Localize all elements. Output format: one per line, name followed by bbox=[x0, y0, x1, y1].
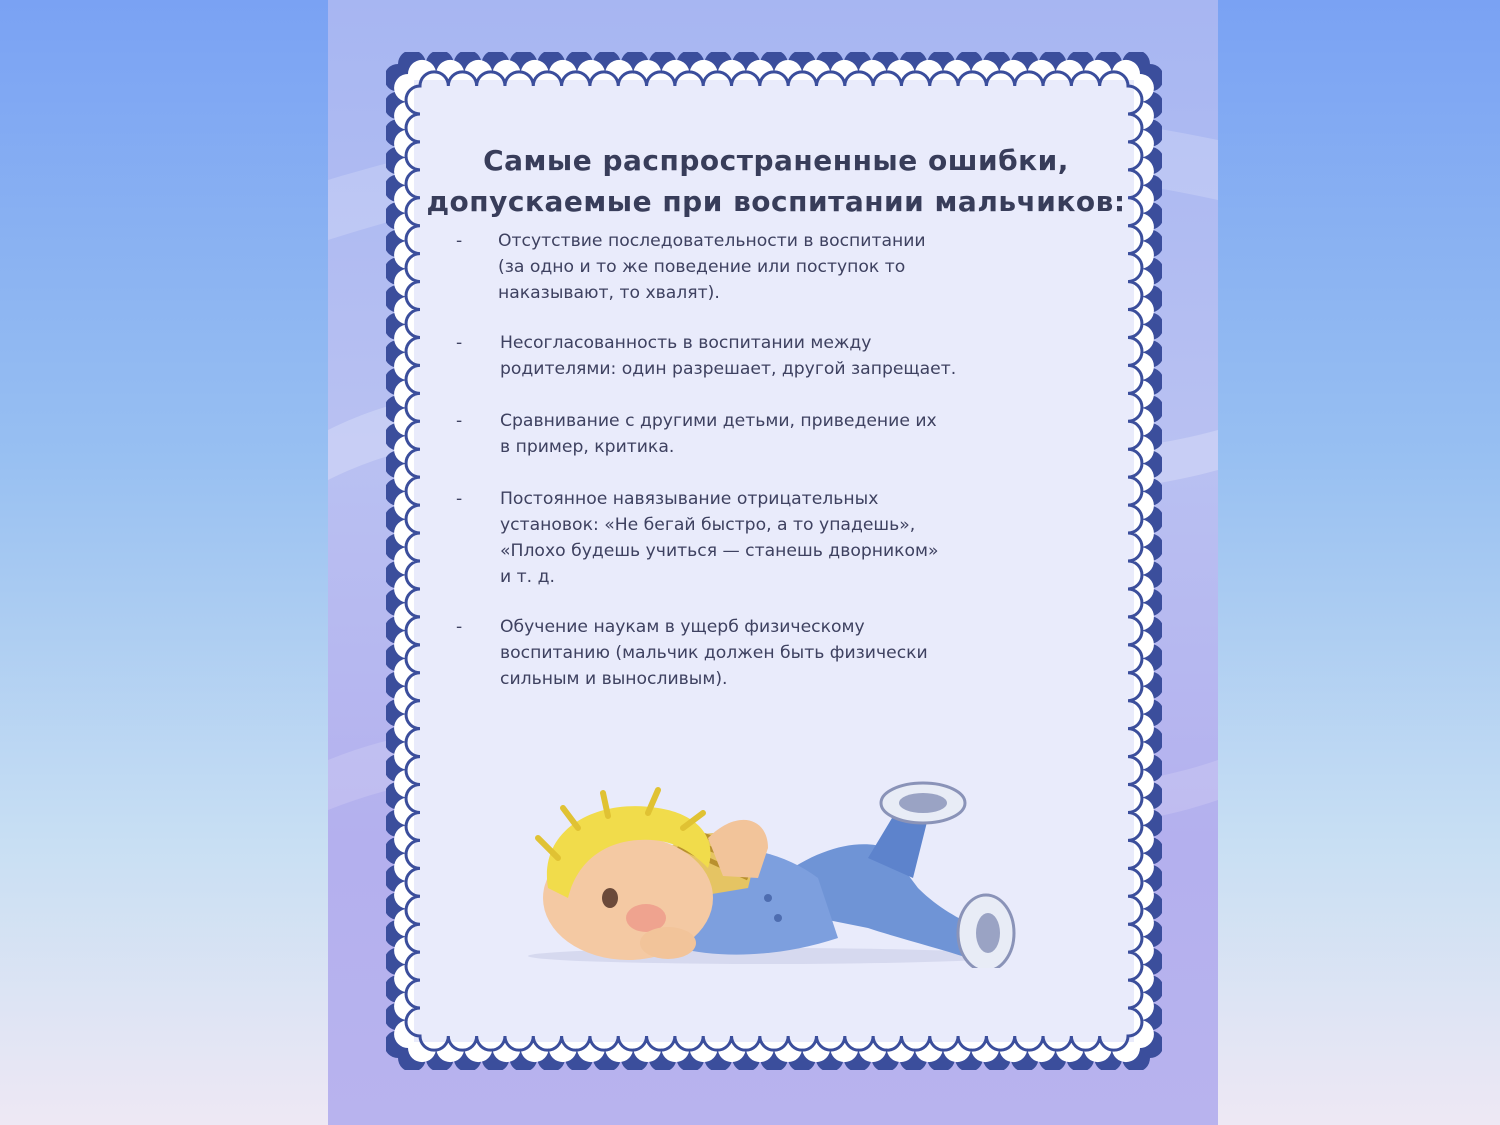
list-item bbox=[456, 486, 1096, 590]
boy-illustration bbox=[518, 768, 1018, 968]
list-item bbox=[456, 408, 1096, 460]
info-card bbox=[386, 52, 1162, 1070]
bullet-dash: - bbox=[456, 231, 463, 251]
bullet-dash: - bbox=[456, 489, 463, 509]
item-text: Отсутствие последовательности в воспитании (за одно и то же поведение или поступок то наказывают, то хвалят). bbox=[498, 231, 926, 303]
mistakes-list bbox=[456, 228, 1096, 692]
item-text: Постоянное навязывание отрицательных установок: «Не бегай быстро, а то упадешь», «Плохо будешь учиться — станешь дворником» и т. д. bbox=[500, 489, 939, 587]
list-item bbox=[456, 228, 1096, 306]
item-text: Обучение наукам в ущерб физическому воспитанию (мальчик должен быть физически сильным и выносливым). bbox=[500, 617, 928, 689]
item-text: Сравнивание с другими детьми, приведение их в пример, критика. bbox=[500, 411, 937, 457]
bullet-dash: - bbox=[456, 411, 463, 431]
card-title: Самые распространенные ошибки, допускаемые при воспитании мальчиков: bbox=[426, 144, 1126, 218]
bullet-dash: - bbox=[456, 333, 463, 353]
list-item bbox=[456, 330, 1096, 382]
item-text: Несогласованность в воспитании между родителями: один разрешает, другой запрещает. bbox=[500, 333, 957, 379]
bullet-dash: - bbox=[456, 617, 463, 637]
list-item bbox=[456, 614, 1096, 692]
